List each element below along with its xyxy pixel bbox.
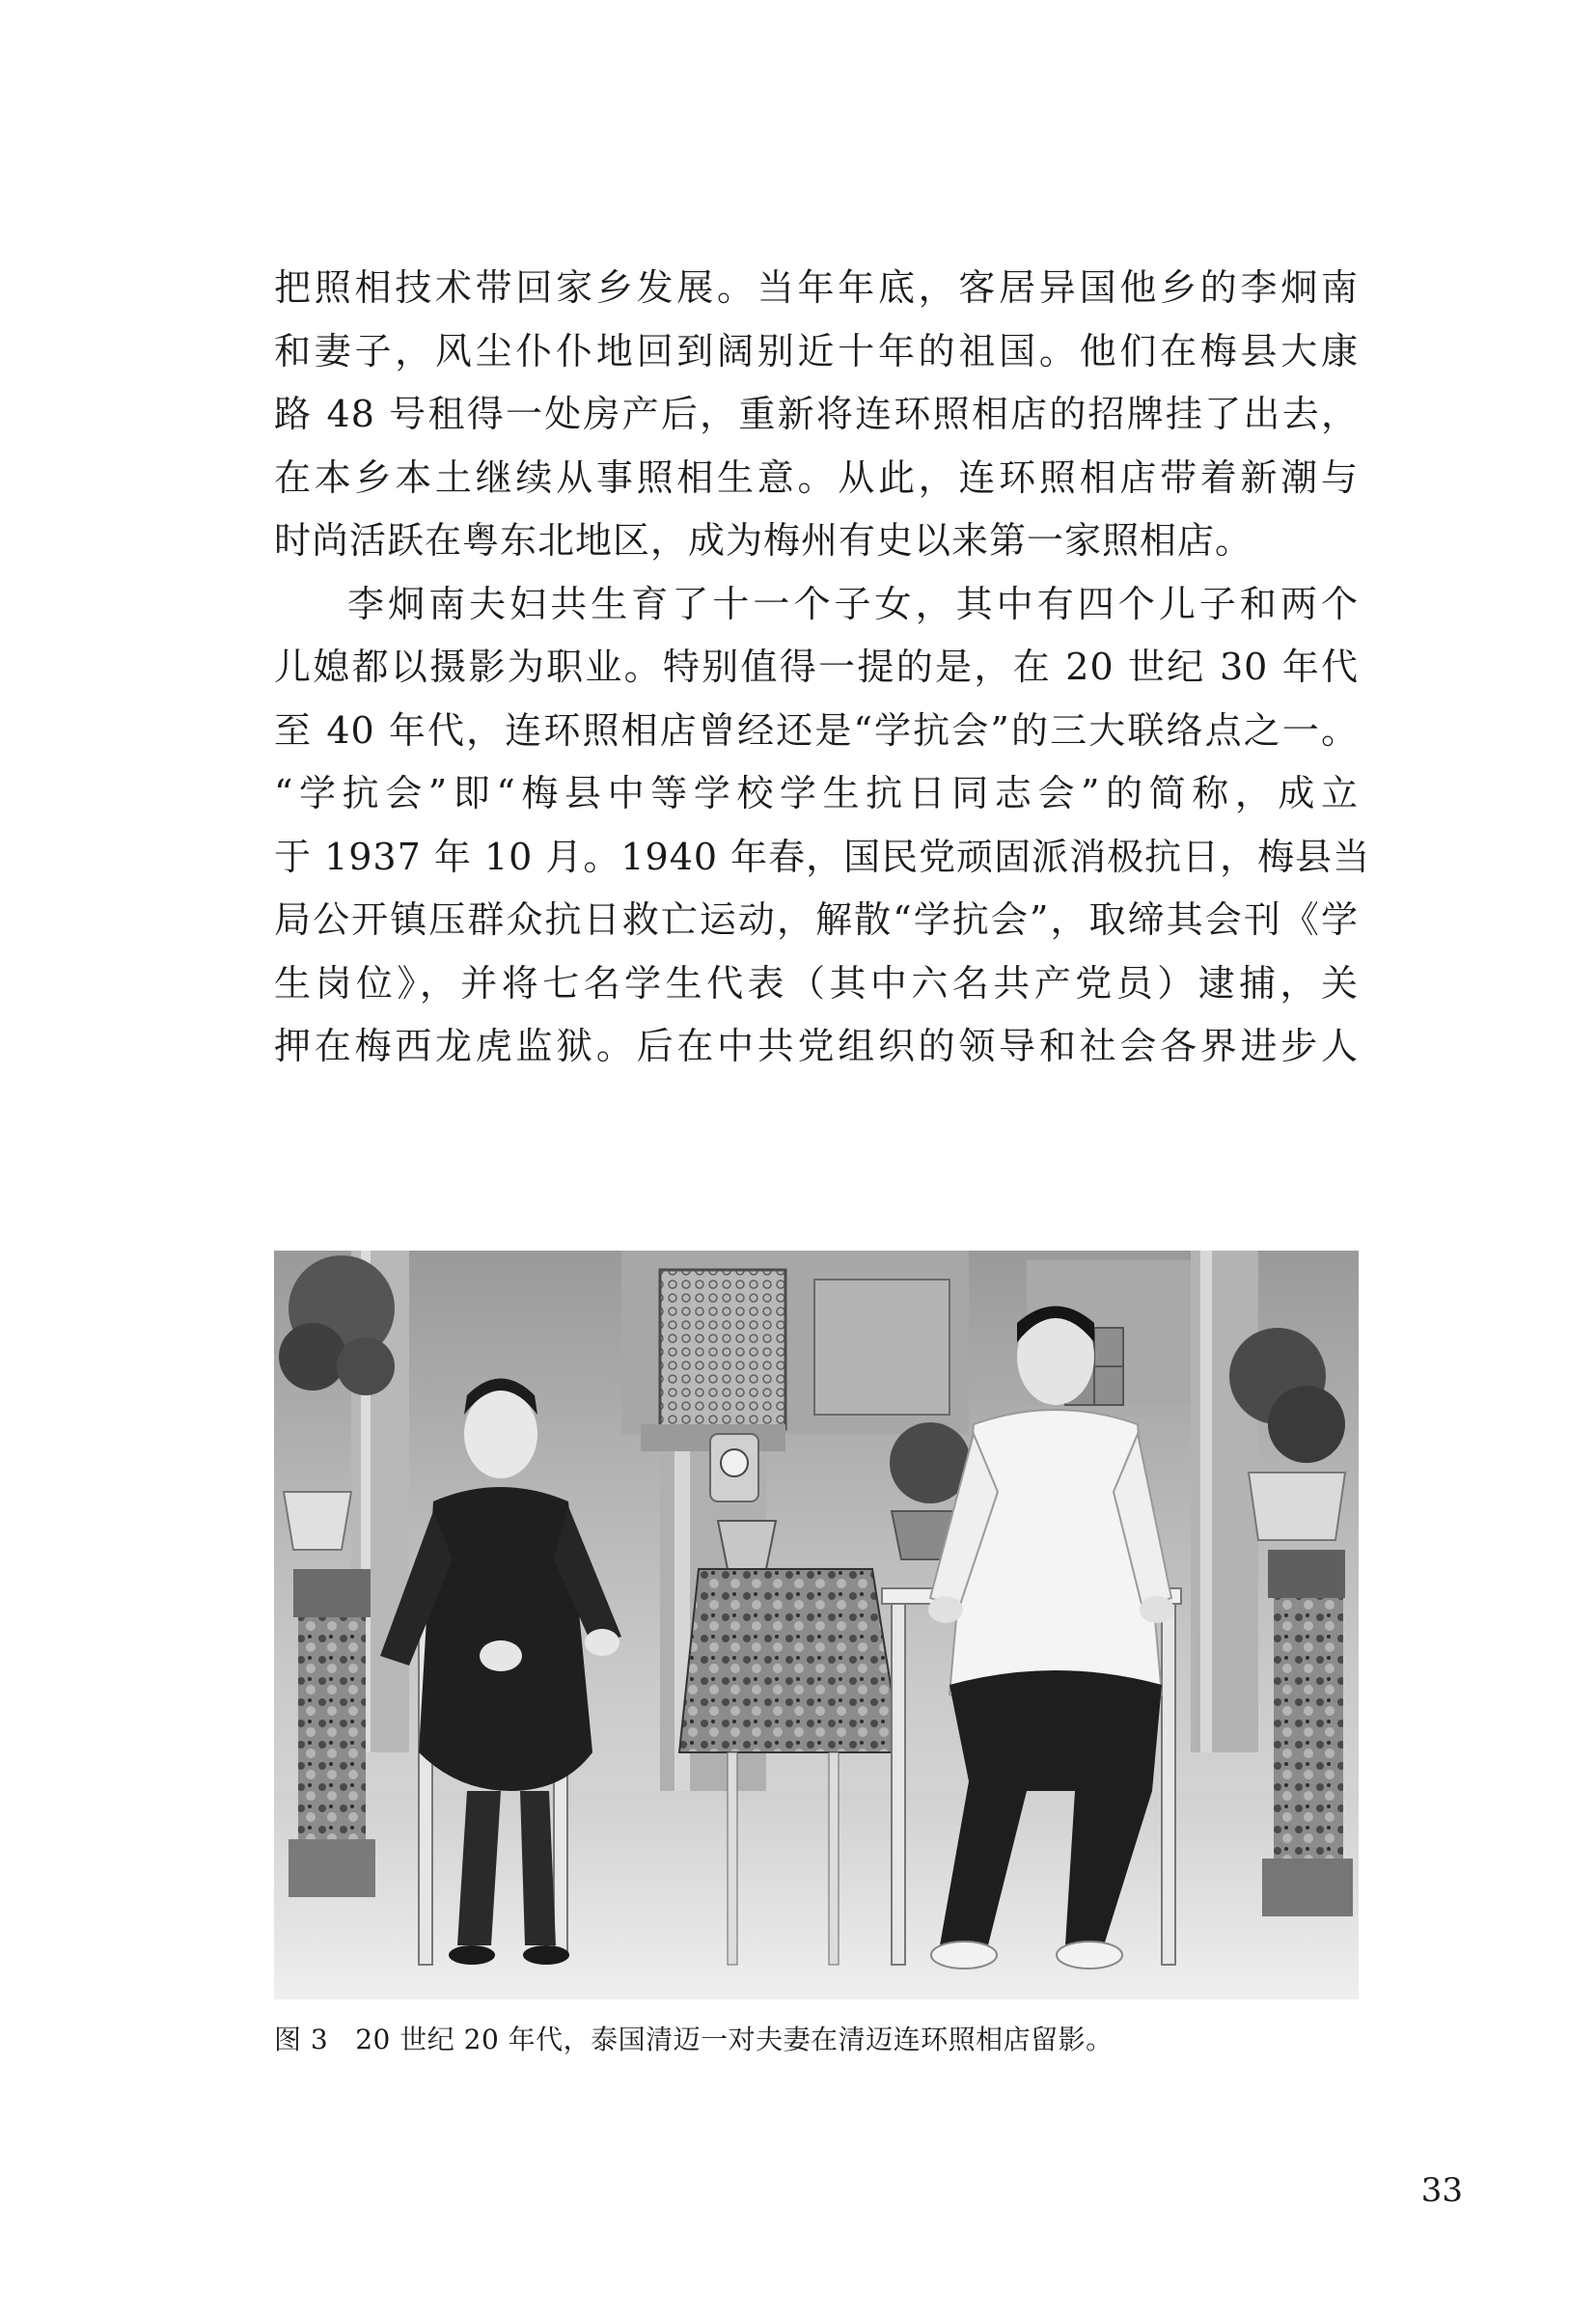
photo-illustration	[274, 1251, 1359, 1999]
figure-caption-text: 20 世纪 20 年代，泰国清迈一对夫妻在清迈连环照相店留影。	[355, 2024, 1114, 2055]
paragraph-1	[274, 257, 1359, 573]
text-line: 至 40 年代，连环照相店曾经还是“学抗会”的三大联络点之一。	[274, 708, 1359, 752]
text-line: 押在梅西龙虎监狱。后在中共党组织的领导和社会各界进步人	[274, 1025, 1359, 1067]
text-line: 局公开镇压群众抗日救亡运动，解散“学抗会”，取缔其会刊《学	[274, 898, 1359, 941]
text-line: “学抗会”即“梅县中等学校学生抗日同志会”的简称，成立	[274, 772, 1359, 814]
paragraph-2	[274, 573, 1371, 1079]
historical-photo	[274, 1251, 1359, 1999]
text-line: 在本乡本土继续从事照相生意。从此，连环照相店带着新潮与	[274, 455, 1359, 499]
text-line: 把照相技术带回家乡发展。当年年底，客居异国他乡的李炯南	[274, 266, 1359, 309]
text-line: 路 48 号租得一处房产后，重新将连环照相店的招牌挂了出去，	[274, 393, 1359, 435]
figure-caption	[274, 2021, 1114, 2059]
text-line: 时尚活跃在粤东北地区，成为梅州有史以来第一家照相店。	[274, 519, 1253, 562]
text-line: 和妻子，风尘仆仆地回到阔别近十年的祖国。他们在梅县大康	[274, 329, 1359, 372]
text-line: 于 1937 年 10 月。1940 年春，国民党顽固派消极抗日，梅县当	[274, 835, 1371, 878]
text-line: 李炯南夫妇共生育了十一个子女，其中有四个儿子和两个	[347, 582, 1359, 625]
text-line: 生岗位》，并将七名学生代表（其中六名共产党员）逮捕，关	[274, 961, 1359, 1005]
page-number: 33	[1420, 2171, 1463, 2210]
body-text	[274, 257, 1371, 1079]
figure-label: 图 3	[274, 2024, 329, 2055]
text-line: 儿媳都以摄影为职业。特别值得一提的是，在 20 世纪 30 年代	[274, 646, 1359, 688]
